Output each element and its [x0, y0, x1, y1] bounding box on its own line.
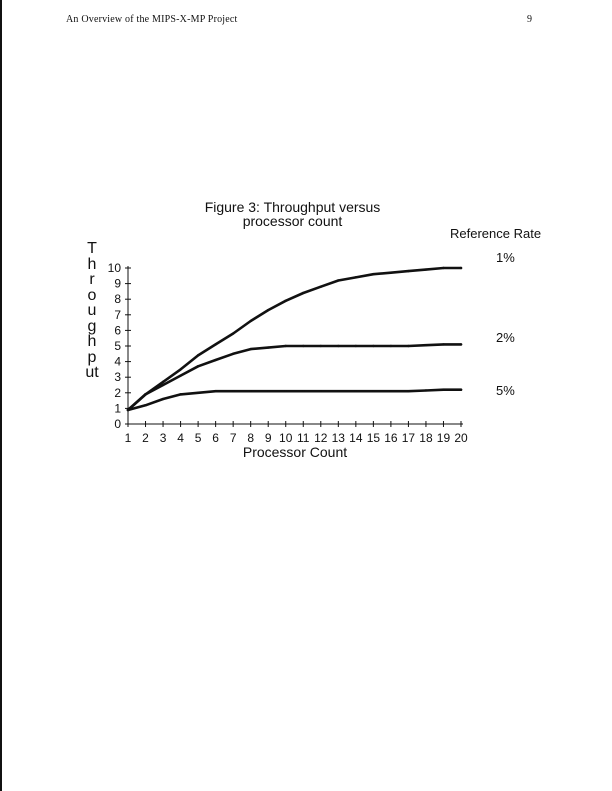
y-tick-label: 10	[107, 261, 121, 275]
legend-label-2pct: 2%	[496, 330, 515, 345]
x-tick-label: 11	[297, 431, 310, 445]
data-point	[285, 300, 287, 302]
x-tick-label: 15	[366, 431, 381, 445]
data-point	[144, 393, 146, 395]
data-point	[337, 345, 339, 347]
chart-title-line-2: processor count	[242, 213, 343, 229]
y-tick-label: 7	[114, 307, 121, 322]
x-tick-label: 16	[384, 431, 398, 445]
data-point	[249, 348, 251, 350]
data-point	[425, 344, 427, 346]
data-point	[442, 267, 444, 269]
data-point	[179, 368, 181, 370]
y-tick-label: 0	[114, 417, 121, 431]
data-point	[285, 390, 287, 392]
data-point	[407, 390, 409, 392]
data-point	[320, 390, 322, 392]
y-axis-label: Throughput	[85, 240, 99, 381]
data-point	[232, 390, 234, 392]
data-point	[372, 345, 374, 347]
x-tick-label: 3	[159, 431, 167, 445]
y-tick-label: 1	[114, 401, 121, 416]
y-tick-label: 4	[114, 354, 121, 369]
y-tick-label: 8	[114, 292, 121, 307]
data-point	[285, 345, 287, 347]
data-point	[302, 292, 304, 294]
x-tick-label: 10	[279, 431, 293, 445]
data-point	[302, 390, 304, 392]
legend-label-5pct: 5%	[496, 383, 515, 398]
data-point	[144, 404, 146, 406]
data-point	[267, 390, 269, 392]
y-tick-label: 5	[114, 339, 121, 353]
data-point	[249, 320, 251, 322]
data-point	[179, 374, 181, 376]
x-tick-label: 9	[264, 431, 272, 445]
y-tick-label: 2	[114, 385, 121, 400]
data-point	[267, 309, 269, 311]
data-point	[460, 388, 462, 390]
page-number: 9	[527, 14, 532, 25]
data-point	[179, 393, 181, 395]
x-tick-label: 8	[247, 431, 255, 445]
data-point	[355, 390, 357, 392]
x-tick-label: 5	[194, 431, 202, 445]
x-tick-label: 6	[212, 431, 219, 445]
data-point	[214, 343, 216, 345]
x-tick-label: 7	[229, 431, 237, 445]
x-tick-label: 2	[142, 431, 149, 445]
data-point	[320, 345, 322, 347]
data-point	[232, 332, 234, 334]
data-point	[407, 345, 409, 347]
data-point	[407, 270, 409, 272]
x-tick-label: 20	[454, 431, 468, 445]
data-point	[197, 392, 199, 394]
data-point	[127, 409, 129, 411]
data-point	[162, 398, 164, 400]
data-point	[460, 343, 462, 345]
data-point	[214, 390, 216, 392]
running-head: An Overview of the MIPS-X-MP Project	[66, 14, 238, 25]
data-point	[337, 279, 339, 281]
data-point	[302, 345, 304, 347]
data-point	[320, 286, 322, 288]
y-tick-label: 6	[114, 323, 121, 338]
data-point	[197, 365, 199, 367]
data-point	[372, 273, 374, 275]
data-point	[442, 343, 444, 345]
data-point	[214, 359, 216, 361]
chart-title-line-1: Figure 3: Throughput versus	[204, 199, 381, 215]
series-line-5pct	[128, 390, 461, 410]
x-tick-label: 12	[314, 431, 328, 445]
series-line-1pct	[128, 268, 461, 410]
data-point	[425, 389, 427, 391]
data-point	[162, 384, 164, 386]
legend-title: Reference Rate	[450, 226, 542, 241]
series-line-2pct	[128, 344, 461, 410]
x-axis-label: Processor Count	[242, 444, 348, 460]
data-point	[337, 390, 339, 392]
data-point	[460, 267, 462, 269]
legend-label-1pct: 1%	[496, 250, 515, 265]
data-point	[425, 268, 427, 270]
y-tick-label: 9	[114, 276, 121, 291]
x-tick-label: 18	[419, 431, 433, 445]
data-point	[249, 390, 251, 392]
y-tick-label: 3	[114, 370, 121, 385]
x-tick-label: 17	[401, 431, 416, 445]
data-point	[442, 388, 444, 390]
data-point	[390, 271, 392, 273]
data-point	[162, 381, 164, 383]
data-point	[197, 354, 199, 356]
x-tick-label: 4	[177, 431, 184, 445]
data-point	[355, 345, 357, 347]
data-point	[390, 345, 392, 347]
data-point	[372, 390, 374, 392]
x-tick-label: 14	[349, 431, 363, 445]
x-tick-label: 1	[124, 431, 132, 445]
data-point	[267, 346, 269, 348]
data-point	[232, 353, 234, 355]
data-point	[355, 276, 357, 278]
x-tick-label: 13	[331, 431, 345, 445]
x-tick-label: 19	[436, 431, 451, 445]
data-point	[390, 390, 392, 392]
